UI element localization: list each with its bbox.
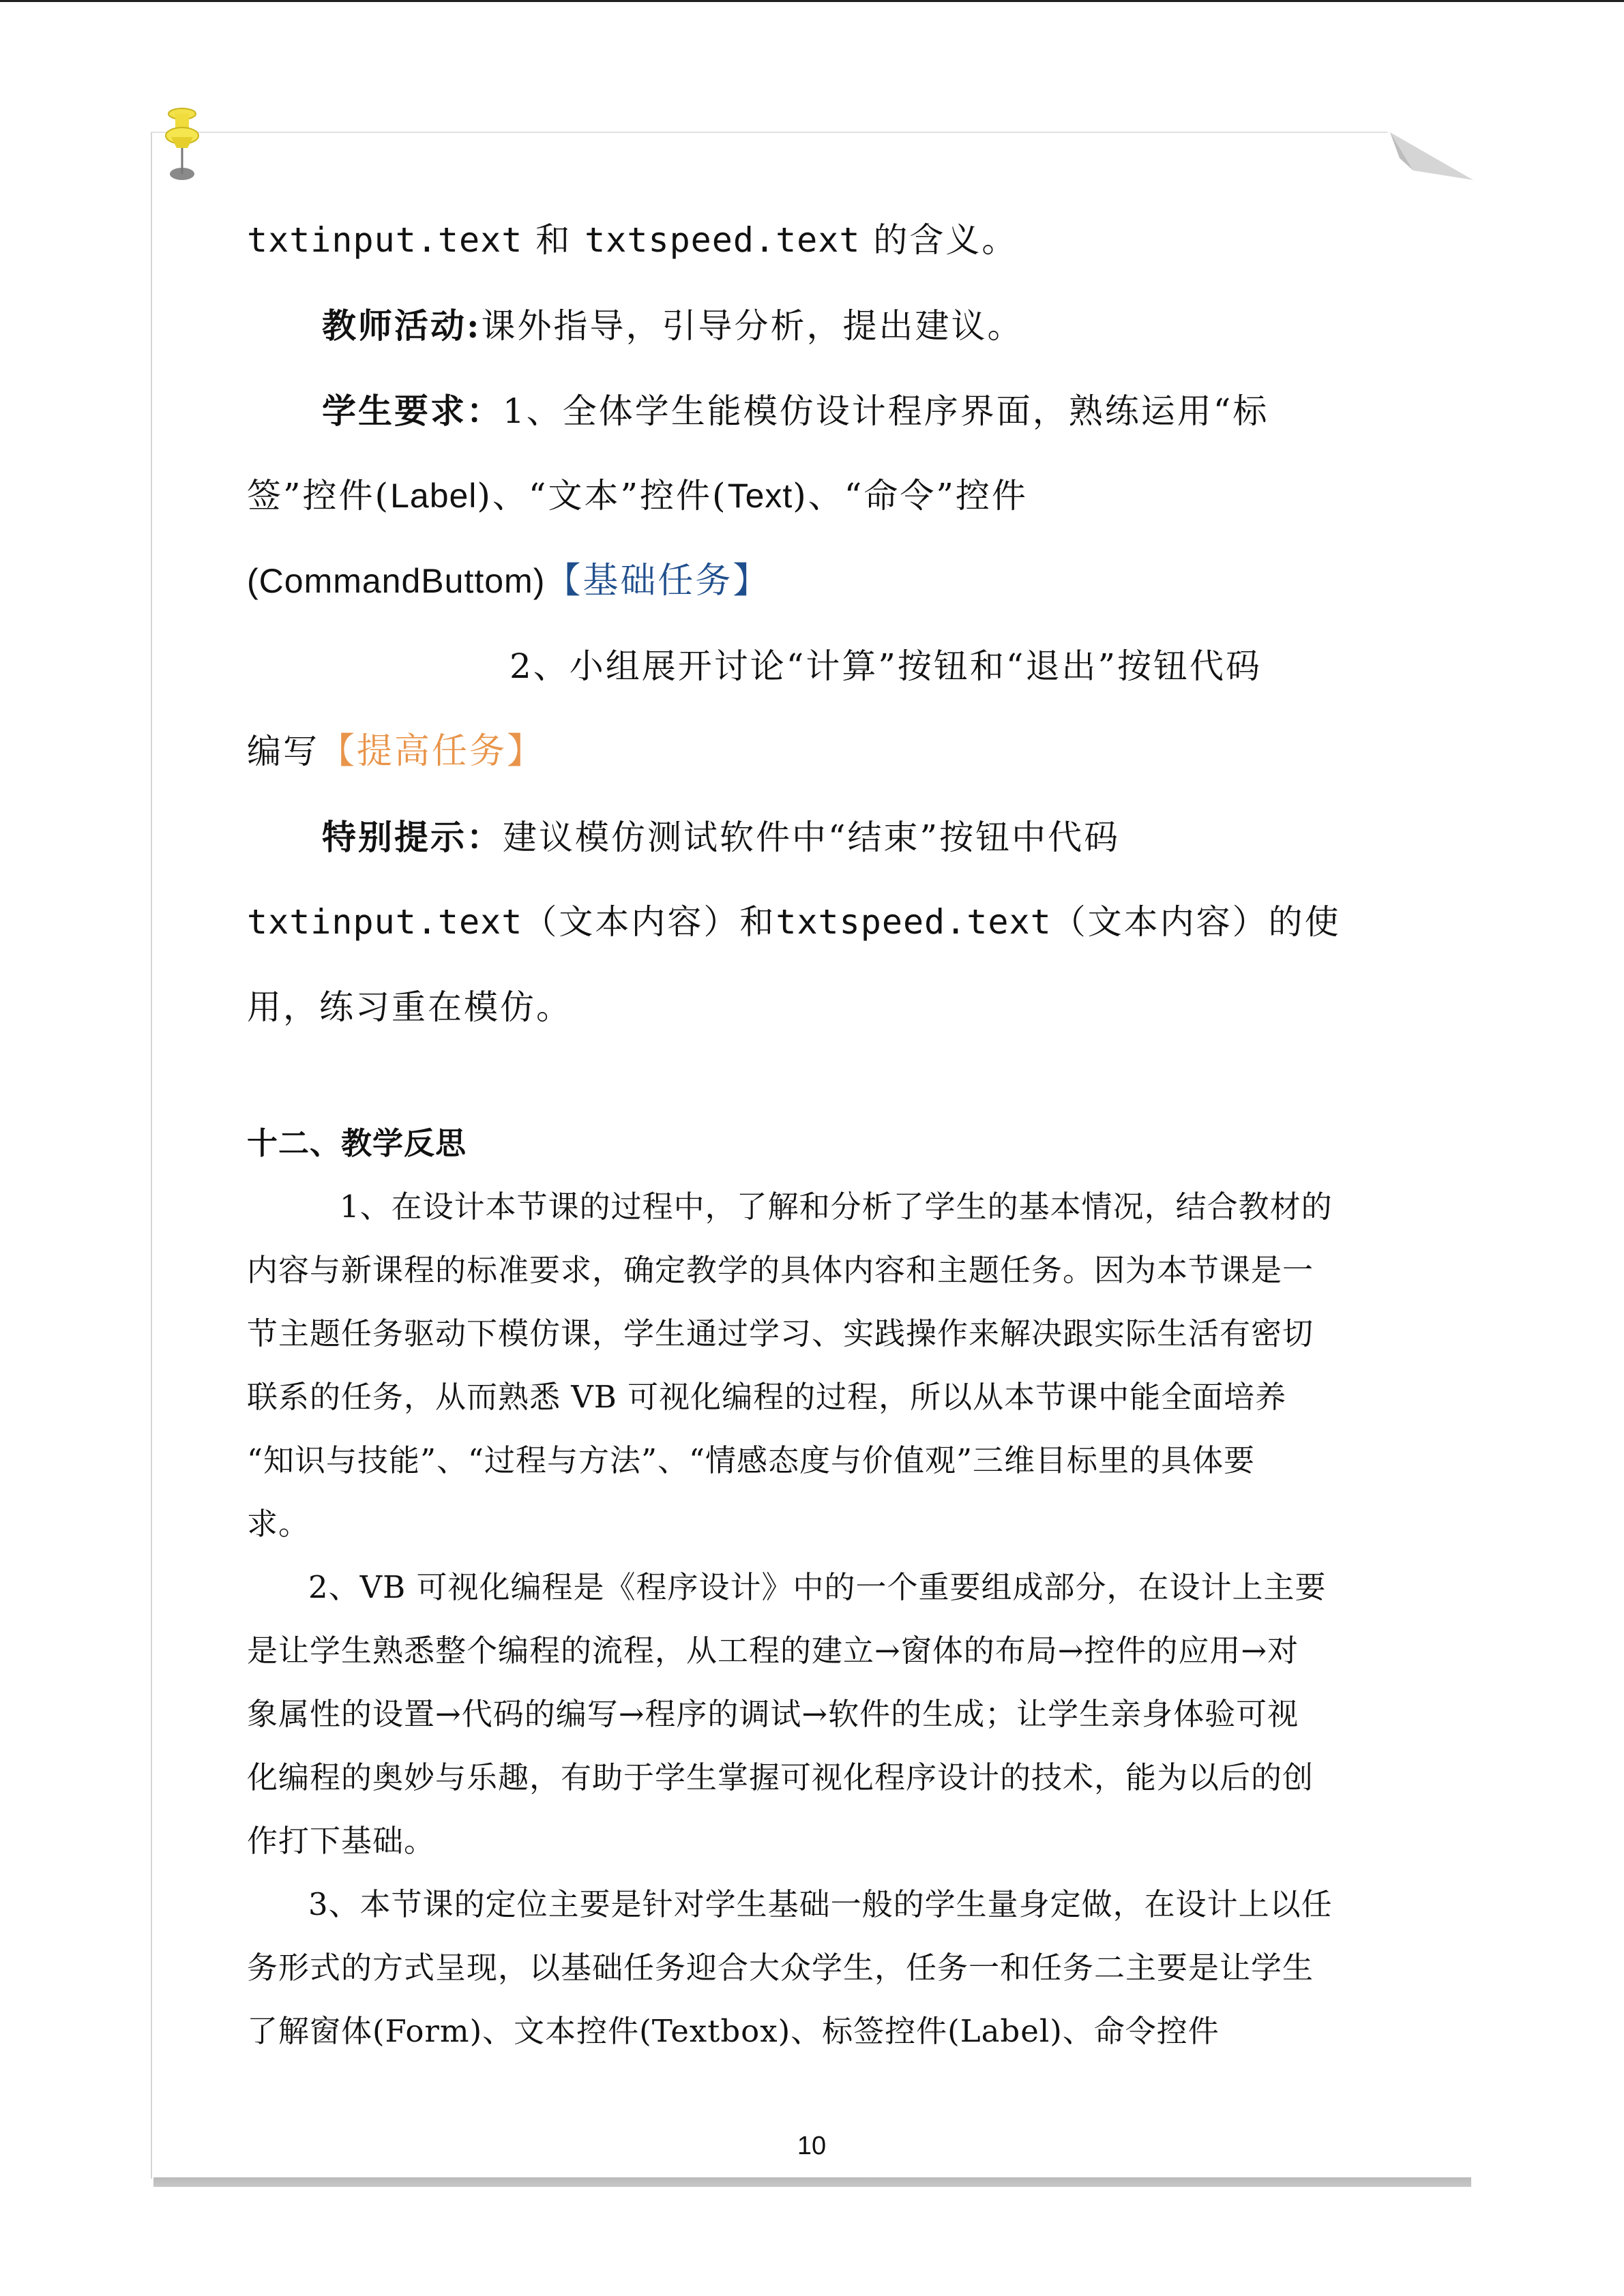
reflection-section bbox=[247, 1112, 1379, 2063]
tip-text1: 建议模仿测试软件中“结束”按钮中代码 bbox=[503, 818, 1121, 857]
page-shadow bbox=[153, 2177, 1471, 2187]
commandbutton-control: (CommandButtom) bbox=[247, 562, 546, 600]
line-meaning bbox=[247, 198, 1379, 283]
code-txtinput: txtinput.text bbox=[247, 220, 523, 260]
tip-text3: （文本内容）的使 bbox=[1051, 902, 1341, 942]
page-number: 10 bbox=[797, 2132, 827, 2160]
reflection-line: 求。 bbox=[247, 1506, 310, 1542]
reflection-line: 2、VB 可视化编程是《程序设计》中的一个重要组成部分，在设计上主要 bbox=[308, 1569, 1327, 1605]
instruction-section bbox=[247, 198, 1379, 1050]
special-tip bbox=[247, 794, 1379, 880]
tip-text4: 用，练习重在模仿。 bbox=[247, 987, 572, 1027]
reflection-line: 象属性的设置→代码的编写→程序的调试→软件的生成；让学生亲身体验可视 bbox=[247, 1696, 1299, 1732]
pushpin-icon bbox=[162, 107, 203, 185]
reflection-line: 作打下基础。 bbox=[247, 1823, 436, 1859]
tip-text2: （文本内容）和 bbox=[522, 902, 776, 942]
student-item1-b-post: )、“命令”控件 bbox=[793, 476, 1028, 516]
tip-end-line bbox=[247, 965, 1379, 1050]
page-curl-icon bbox=[1386, 131, 1473, 192]
reflection-line: 3、本节课的定位主要是针对学生基础一般的学生量身定做，在设计上以任 bbox=[308, 1886, 1333, 1922]
code-txtspeed: txtspeed.text bbox=[585, 220, 861, 260]
reflection-line: 节主题任务驱动下模仿课，学生通过学习、实践操作来解决跟实际生活有密切 bbox=[247, 1315, 1314, 1352]
teacher-label: 教师活动: bbox=[322, 305, 482, 346]
reflection-line: “知识与技能”、“过程与方法”、“情感态度与价值观”三维目标里的具体要 bbox=[247, 1442, 1256, 1478]
student-item1-b-line bbox=[247, 453, 1379, 539]
text-ending: 的含义。 bbox=[873, 220, 1018, 260]
reflection-line: 联系的任务，从而熟悉 VB 可视化编程的过程，所以从本节课中能全面培养 bbox=[247, 1379, 1287, 1415]
basic-task-tag: 【基础任务】 bbox=[545, 561, 771, 601]
reflection-line: 化编程的奥妙与乐趣，有助于学生掌握可视化程序设计的技术，能为以后的创 bbox=[247, 1759, 1314, 1795]
student-item1-b-mid: )、“文本”控件( bbox=[477, 476, 728, 516]
student-item1-b-pre: 签”控件( bbox=[247, 476, 391, 516]
reflection-line: 了解窗体(Form)、文本控件(Textbox)、标签控件(Label)、命令控件 bbox=[247, 2013, 1220, 2049]
tip-code2: txtspeed.text bbox=[776, 902, 1052, 942]
teacher-text: 课外指导，引导分析，提出建议。 bbox=[481, 306, 1024, 346]
advanced-task-tag: 【提高任务】 bbox=[319, 731, 545, 772]
student-requirement bbox=[247, 368, 1379, 453]
reflection-line: 1、在设计本节课的过程中，了解和分析了学生的基本情况，结合教材的 bbox=[308, 1189, 1333, 1225]
student-label: 学生要求： bbox=[322, 391, 503, 431]
student-item2-b: 编写 bbox=[247, 732, 319, 771]
student-item2-line bbox=[247, 624, 1379, 709]
tip-code-line bbox=[247, 880, 1379, 965]
tip-code1: txtinput.text bbox=[247, 902, 523, 942]
reflection-line: 内容与新课程的标准要求，确定教学的具体内容和主题任务。因为本节课是一 bbox=[247, 1252, 1314, 1288]
top-border bbox=[0, 0, 1624, 2]
tip-label: 特别提示： bbox=[322, 817, 503, 857]
label-control: Label bbox=[390, 477, 477, 515]
reflection-heading: 十二、教学反思 bbox=[247, 1125, 467, 1161]
student-item1-c-line bbox=[247, 539, 1379, 624]
teacher-activity bbox=[247, 283, 1379, 368]
student-item2-a: 2、小组展开讨论“计算”按钮和“退出”按钮代码 bbox=[510, 646, 1263, 686]
student-item2-b-line bbox=[247, 709, 1379, 794]
text-connector: 和 bbox=[535, 220, 572, 260]
reflection-line: 务形式的方式呈现，以基础任务迎合大众学生，任务一和任务二主要是让学生 bbox=[247, 1950, 1314, 1986]
student-item1-a: 1、全体学生能模仿设计程序界面，熟练运用“标 bbox=[503, 391, 1269, 431]
text-control: Text bbox=[727, 477, 793, 515]
reflection-line: 是让学生熟悉整个编程的流程，从工程的建立→窗体的布局→控件的应用→对 bbox=[247, 1632, 1299, 1669]
